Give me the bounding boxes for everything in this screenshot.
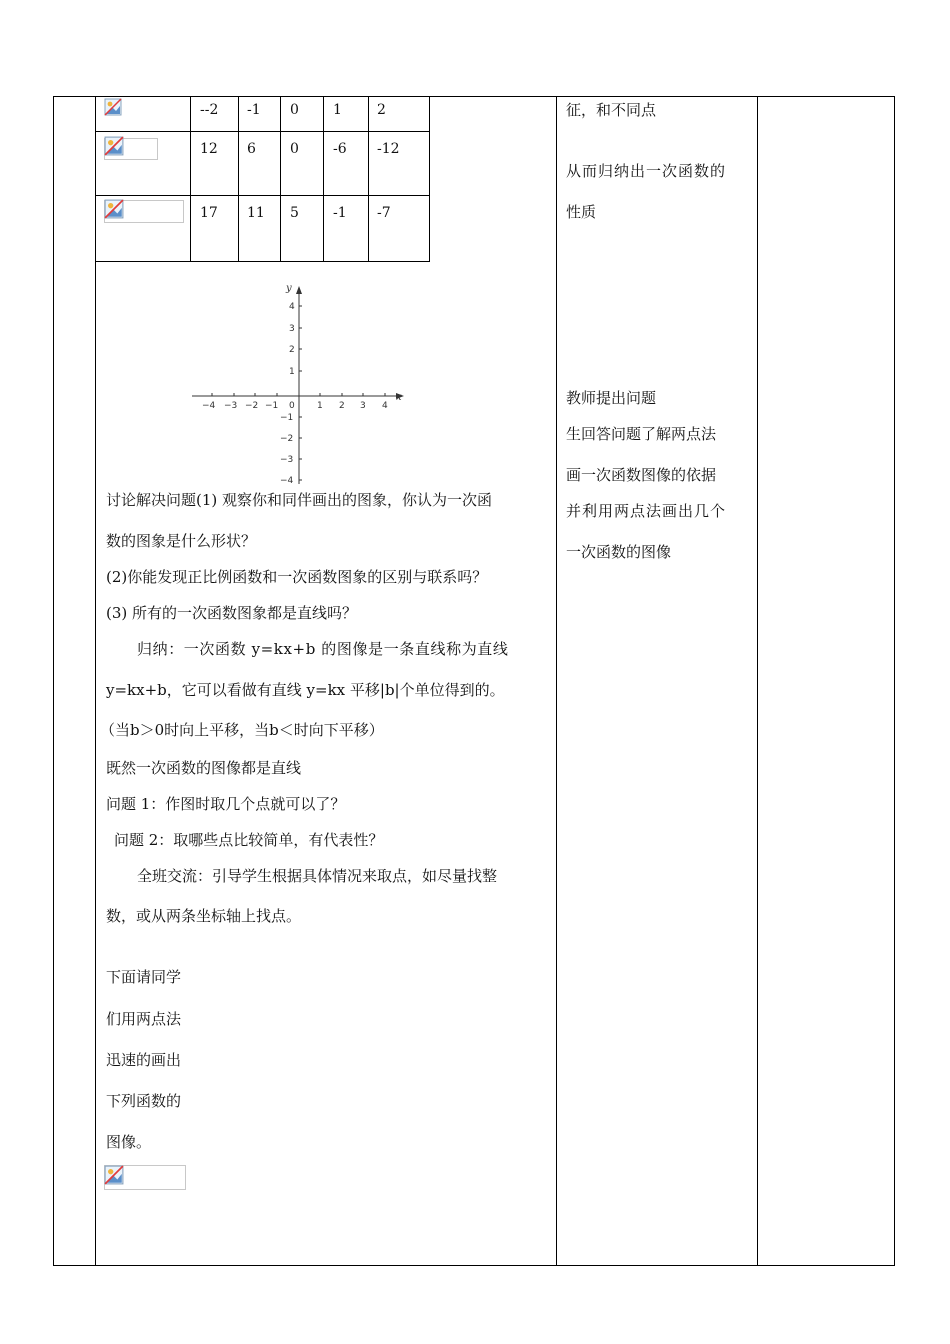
summary-line-2: y=kx+b，它可以看做有直线 y=kx 平移|b|个单位得到的。: [106, 681, 505, 699]
column-divider-1: [95, 96, 96, 1266]
side-note-4: 教师提出问题: [566, 389, 657, 407]
x-tick-label: 2: [339, 401, 345, 411]
side-note-6: 画一次函数图像的依据: [566, 466, 717, 484]
coordinate-axes-figure: [186, 282, 410, 488]
broken-image-icon: [104, 1165, 124, 1185]
table-cell: 0: [290, 102, 299, 118]
task-line-1: 下面请同学: [106, 968, 182, 986]
table-cell: 5: [290, 205, 299, 221]
table-cell: 1: [333, 102, 342, 118]
x-tick-label: 4: [382, 401, 388, 411]
origin-label: 0: [289, 401, 295, 411]
outer-top-border: [53, 96, 895, 97]
y-axis-arrow: [296, 286, 302, 294]
table-cell: 6: [247, 141, 256, 157]
x-tick-label: −2: [245, 401, 259, 411]
task-line-5: 图像。: [106, 1133, 152, 1151]
x-tick-label: −3: [224, 401, 238, 411]
lead-in-text: 既然一次函数的图像都是直线: [106, 759, 302, 777]
function-list-image: [104, 1165, 186, 1191]
y-tick-label: −2: [280, 434, 294, 444]
value-table-col-line-5: [368, 96, 369, 262]
table-cell: -1: [247, 102, 261, 118]
table-cell: -7: [377, 205, 391, 221]
broken-image-icon: [104, 136, 124, 156]
table-cell: 2: [377, 102, 386, 118]
x-tick-label: −4: [202, 401, 216, 411]
column-divider-2: [556, 96, 557, 1266]
question-1: 问题 1：作图时取几个点就可以了？: [106, 795, 346, 813]
discussion-question-1: 讨论解决问题(1) 观察你和同伴画出的图象，你认为一次函: [106, 491, 493, 509]
value-table-row-line-2: [96, 195, 430, 196]
summary-line-1: 归纳：一次函数 y=kx+b 的图像是一条直线称为直线: [137, 640, 509, 658]
table-cell: -6: [333, 141, 347, 157]
value-table-right-line: [429, 96, 430, 262]
discussion-question-1-cont: 数的图象是什么形状？: [106, 532, 257, 550]
table-cell: 0: [290, 141, 299, 157]
y-tick-label: 3: [289, 324, 295, 334]
y-tick-label: 4: [289, 302, 295, 312]
class-discussion-line-2: 数，或从两条坐标轴上找点。: [106, 907, 302, 925]
summary-note: （当b＞0时向上平移，当b＜时向下平移）: [100, 721, 384, 739]
outer-bottom-border: [53, 1265, 895, 1266]
table-cell: 17: [200, 205, 218, 221]
column-divider-3: [757, 96, 758, 1266]
table-cell: --2: [200, 102, 219, 118]
table-cell: 12: [200, 141, 218, 157]
value-table-bottom-line: [96, 261, 430, 262]
discussion-question-2: (2)你能发现正比例函数和一次函数图象的区别与联系吗？: [106, 568, 488, 586]
value-table-col-line-1: [190, 96, 191, 262]
side-note-3: 性质: [566, 203, 597, 221]
value-table-col-line-2: [238, 96, 239, 262]
discussion-question-3: (3) 所有的一次函数图象都是直线吗？: [106, 604, 358, 622]
formula-image-y2: [104, 199, 184, 223]
y-tick-label: −4: [280, 476, 294, 486]
y-axis-label: y: [286, 283, 292, 294]
class-discussion-line-1: 全班交流：引导学生根据具体情况来取点，如尽量找整: [137, 867, 498, 885]
x-tick-label: −1: [265, 401, 279, 411]
task-line-3: 迅速的画出: [106, 1051, 182, 1069]
y-tick-label: −1: [280, 413, 294, 423]
x-tick-label: 1: [317, 401, 323, 411]
side-note-7: 并利用两点法画出几个: [566, 502, 727, 520]
outer-right-border: [894, 96, 895, 1266]
x-axis-label: x: [396, 392, 402, 403]
task-line-2: 们用两点法: [106, 1010, 182, 1028]
side-note-1: 征，和不同点: [566, 101, 657, 119]
y-tick-label: 2: [289, 345, 295, 355]
task-line-4: 下列函数的: [106, 1092, 182, 1110]
broken-image-icon: [104, 98, 122, 116]
outer-left-border: [53, 96, 54, 1266]
table-cell: -1: [333, 205, 347, 221]
table-cell: -12: [377, 141, 400, 157]
value-table-col-line-3: [280, 96, 281, 262]
x-tick-label: 3: [360, 401, 366, 411]
question-2: 问题 2：取哪些点比较简单，有代表性？: [114, 831, 384, 849]
value-table-row-line-1: [96, 131, 430, 132]
side-note-5: 生回答问题了解两点法: [566, 425, 717, 443]
side-note-8: 一次函数的图像: [566, 543, 672, 561]
y-tick-label: −3: [280, 455, 294, 465]
side-note-2: 从而归纳出一次函数的: [566, 162, 727, 180]
table-cell: 11: [247, 205, 265, 221]
value-table-col-line-4: [323, 96, 324, 262]
formula-image-y1: [104, 136, 158, 160]
broken-image-icon: [104, 199, 124, 219]
formula-image-x: [104, 98, 124, 116]
y-tick-label: 1: [289, 367, 295, 377]
